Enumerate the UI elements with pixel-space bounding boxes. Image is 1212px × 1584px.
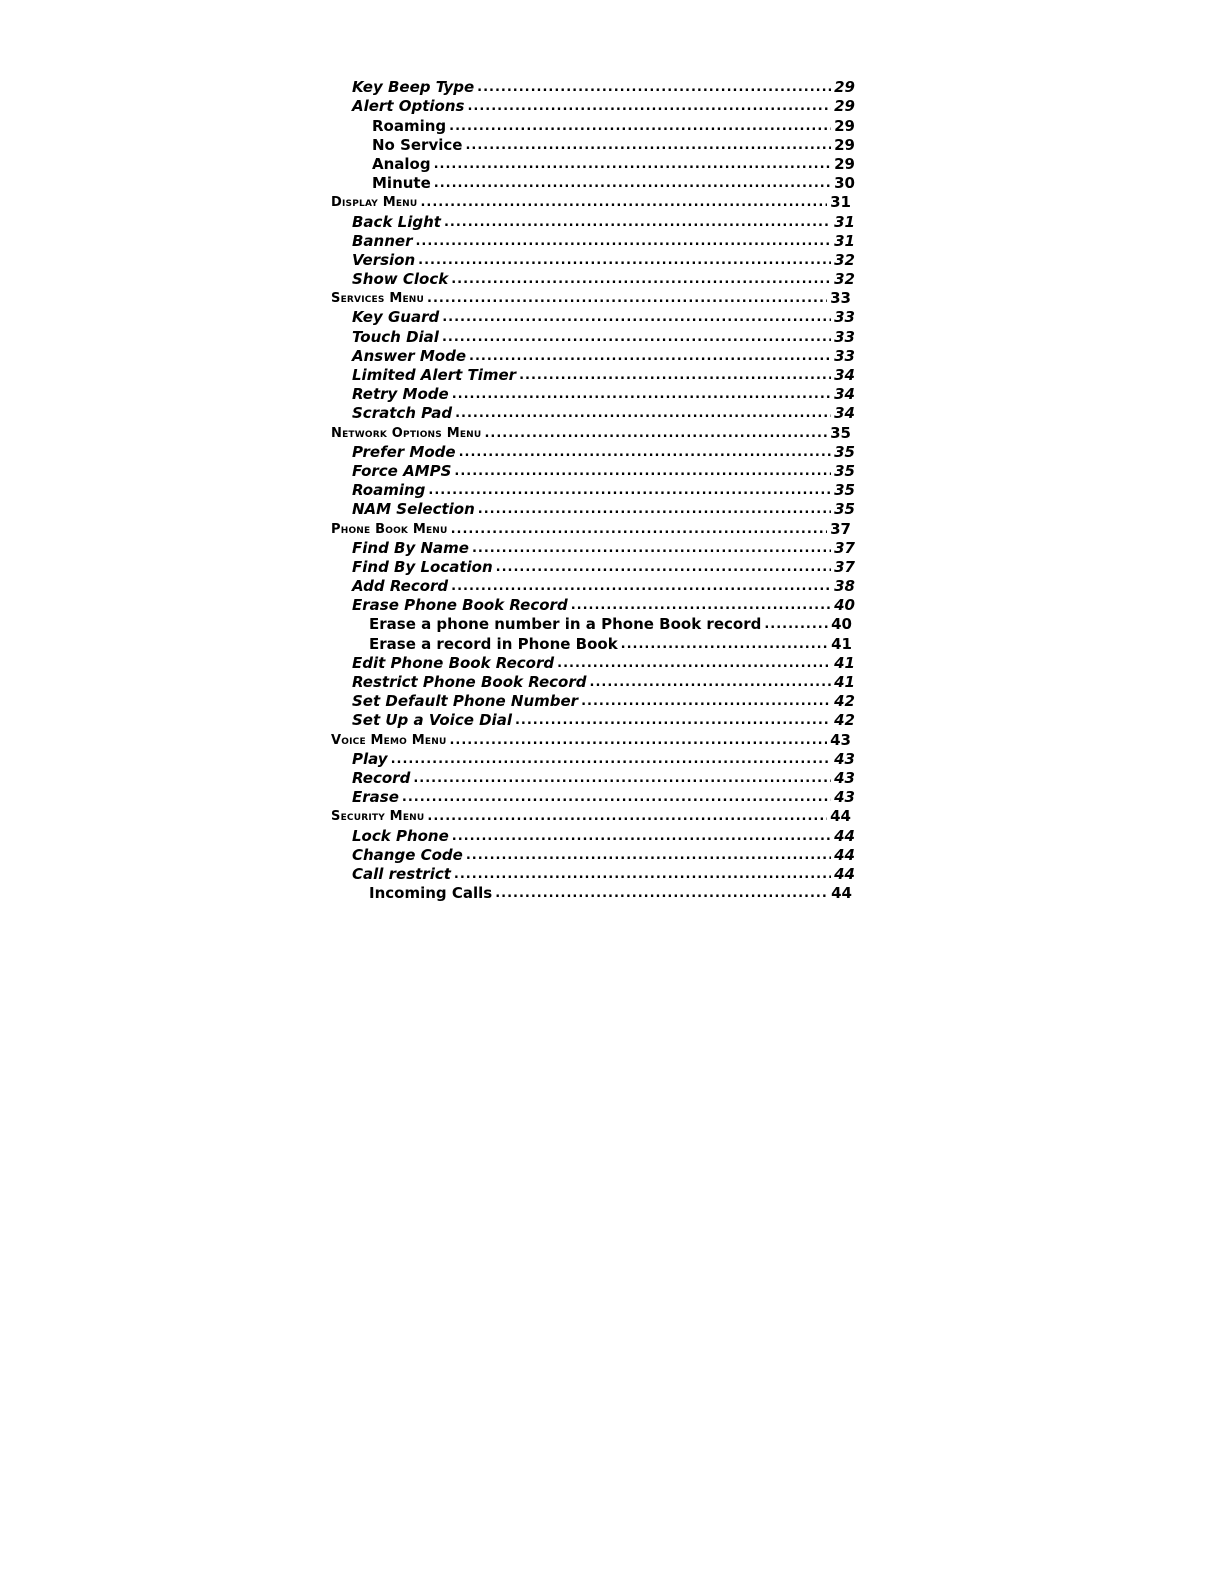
toc-entry-page: 42 <box>834 711 855 730</box>
toc-entry-title: Force AMPS <box>352 461 452 480</box>
toc-entry[interactable] <box>0 558 855 577</box>
toc-entry[interactable] <box>0 155 855 174</box>
dot-leader <box>465 136 831 155</box>
toc-entry-title: Erase <box>352 788 399 807</box>
dot-leader <box>557 654 831 673</box>
dot-leader <box>469 347 831 366</box>
toc-entry-title: Lock Phone <box>352 826 449 845</box>
toc-entry-page: 37 <box>834 538 855 557</box>
toc-entry-page: 44 <box>831 884 852 903</box>
dot-leader <box>452 827 831 846</box>
toc-entry-page: 35 <box>834 461 855 480</box>
dot-leader <box>484 424 827 443</box>
toc-entry-page: 35 <box>834 500 855 519</box>
toc-entry-page: 29 <box>834 116 855 135</box>
toc-entry-title: Alert Options <box>352 97 465 116</box>
toc-entry-title: Erase a record in Phone Book <box>369 634 618 653</box>
dot-leader <box>427 807 827 826</box>
toc-entry[interactable] <box>0 481 855 500</box>
toc-entry[interactable] <box>0 270 855 289</box>
toc-entry-title: Roaming <box>352 481 426 500</box>
dot-leader <box>621 635 828 654</box>
toc-entry[interactable] <box>0 577 855 596</box>
toc-entry-page: 32 <box>834 250 855 269</box>
toc-entry-title: Prefer Mode <box>352 442 456 461</box>
toc-entry[interactable] <box>0 385 855 404</box>
toc-entry-title: No Service <box>372 135 463 154</box>
toc-entry[interactable] <box>0 711 855 730</box>
toc-section-title: Security Menu <box>331 809 425 825</box>
toc-entry-page: 34 <box>834 366 855 384</box>
dot-leader <box>451 520 828 539</box>
dot-leader <box>496 558 831 577</box>
toc-entry-page: 41 <box>831 634 852 653</box>
toc-entry-page: 30 <box>834 174 855 193</box>
dot-leader <box>515 711 831 730</box>
dot-leader <box>455 404 831 423</box>
toc-entry-page: 29 <box>834 78 855 97</box>
dot-leader <box>427 289 827 308</box>
toc-entry-title: Limited Alert Timer <box>352 366 517 384</box>
toc-entry-title: Banner <box>352 231 413 250</box>
toc-section-page: 43 <box>830 730 851 749</box>
toc-section-title: Display Menu <box>331 195 418 211</box>
toc-entry[interactable] <box>0 251 855 270</box>
toc-entry-title: Play <box>352 749 388 768</box>
toc-entry-page: 43 <box>834 788 855 807</box>
dot-leader <box>442 328 831 347</box>
toc-entry-title: Show Clock <box>352 270 449 289</box>
dot-leader <box>451 577 831 596</box>
toc-entry[interactable] <box>0 654 855 673</box>
toc-entry-page: 29 <box>834 97 855 116</box>
dot-leader <box>590 673 832 692</box>
toc-entry-title: Erase a phone number in a Phone Book record <box>369 615 762 634</box>
toc-entry[interactable] <box>0 327 855 346</box>
dot-leader <box>442 308 831 327</box>
dot-leader <box>451 270 831 289</box>
toc-entry-title: Minute <box>372 174 431 193</box>
toc-entry-title: Erase Phone Book Record <box>352 596 568 615</box>
toc-entry-title: Record <box>352 768 411 787</box>
toc-entry-title: Call restrict <box>352 864 451 883</box>
toc-entry-title: Key Guard <box>352 308 440 327</box>
toc-entry-page: 41 <box>834 673 855 691</box>
toc-entry-page: 37 <box>834 557 855 576</box>
dot-leader <box>472 539 831 558</box>
toc-section-page: 44 <box>830 807 851 826</box>
toc-entry-page: 42 <box>834 692 855 711</box>
table-of-contents <box>0 78 1212 903</box>
dot-leader <box>418 251 831 270</box>
toc-entry[interactable] <box>0 788 855 807</box>
toc-entry-page: 38 <box>834 577 855 596</box>
toc-entry-title: Scratch Pad <box>352 404 453 423</box>
dot-leader <box>434 155 832 174</box>
toc-entry[interactable] <box>0 97 855 116</box>
toc-entry-title: Restrict Phone Book Record <box>352 673 587 691</box>
toc-entry-title: Incoming Calls <box>369 884 493 903</box>
toc-entry-title: Retry Mode <box>352 385 449 404</box>
toc-entry[interactable] <box>0 462 855 481</box>
toc-entry-title: Roaming <box>372 116 447 135</box>
toc-entry[interactable] <box>0 865 855 884</box>
toc-entry[interactable] <box>0 884 852 903</box>
toc-entry[interactable] <box>0 539 855 558</box>
toc-entry-page: 34 <box>834 404 855 423</box>
toc-section[interactable] <box>0 807 851 826</box>
dot-leader <box>454 865 831 884</box>
toc-entry-page: 31 <box>834 212 855 231</box>
dot-leader <box>478 500 831 519</box>
toc-entry-page: 40 <box>834 596 855 615</box>
toc-entry-page: 43 <box>834 768 855 787</box>
toc-entry[interactable] <box>0 673 855 692</box>
toc-entry[interactable] <box>0 443 855 462</box>
toc-section-page: 37 <box>830 519 851 538</box>
dot-leader <box>459 443 832 462</box>
toc-entry-title: Back Light <box>352 212 441 231</box>
toc-section-title: Services Menu <box>331 291 425 307</box>
toc-entry-page: 33 <box>834 346 855 365</box>
toc-section[interactable] <box>0 193 851 212</box>
dot-leader <box>413 769 831 788</box>
toc-entry-title: Find By Name <box>352 538 469 557</box>
dot-leader <box>571 596 831 615</box>
toc-section[interactable] <box>0 289 851 308</box>
toc-entry-page: 44 <box>834 864 855 883</box>
dot-leader <box>466 846 831 865</box>
dot-leader <box>477 78 831 97</box>
toc-entry-title: Analog <box>372 154 431 173</box>
toc-entry-page: 44 <box>834 845 855 864</box>
toc-entry[interactable] <box>0 846 855 865</box>
toc-entry-page: 32 <box>834 270 855 289</box>
toc-entry-page: 31 <box>834 231 855 250</box>
toc-entry-title: Set Default Phone Number <box>352 692 579 711</box>
toc-entry-title: Answer Mode <box>352 346 467 365</box>
toc-section-title: Voice Memo Menu <box>331 732 447 748</box>
toc-entry[interactable] <box>0 174 855 193</box>
toc-entry[interactable] <box>0 308 855 327</box>
toc-entry[interactable] <box>0 212 855 231</box>
toc-entry[interactable] <box>0 347 855 366</box>
toc-entry-title: Set Up a Voice Dial <box>352 711 512 730</box>
toc-entry-page: 34 <box>834 385 855 404</box>
toc-entry-page: 35 <box>834 442 855 461</box>
toc-entry-page: 33 <box>834 308 855 327</box>
toc-entry[interactable] <box>0 404 855 423</box>
toc-entry[interactable] <box>0 366 855 385</box>
dot-leader <box>452 385 831 404</box>
toc-section[interactable] <box>0 730 851 749</box>
dot-leader <box>420 193 827 212</box>
toc-entry-page: 29 <box>834 135 855 154</box>
toc-entry-page: 44 <box>834 826 855 845</box>
dot-leader <box>444 213 831 232</box>
toc-entry-page: 43 <box>834 749 855 768</box>
dot-leader <box>449 731 827 750</box>
toc-section-page: 35 <box>830 423 851 442</box>
toc-section[interactable] <box>0 519 851 538</box>
toc-section-page: 31 <box>830 193 851 212</box>
dot-leader <box>434 174 831 193</box>
dot-leader <box>495 884 828 903</box>
toc-entry[interactable] <box>0 750 855 769</box>
toc-entry-page: 33 <box>834 327 855 346</box>
toc-entry-page: 41 <box>834 653 855 672</box>
toc-entry-title: Version <box>352 250 416 269</box>
toc-entry[interactable] <box>0 232 855 251</box>
toc-entry[interactable] <box>0 615 852 634</box>
dot-leader <box>415 232 831 251</box>
dot-leader <box>519 366 831 385</box>
toc-entry-title: Edit Phone Book Record <box>352 653 555 672</box>
toc-entry-title: Touch Dial <box>352 327 439 346</box>
toc-entry[interactable] <box>0 116 855 135</box>
toc-entry[interactable] <box>0 596 855 615</box>
dot-leader <box>581 692 831 711</box>
dot-leader <box>402 788 831 807</box>
toc-entry-title: NAM Selection <box>352 500 475 519</box>
toc-entry-title: Find By Location <box>352 557 493 576</box>
toc-entry[interactable] <box>0 692 855 711</box>
dot-leader <box>467 97 831 116</box>
dot-leader <box>391 750 832 769</box>
toc-section-title: Network Options Menu <box>331 425 482 441</box>
toc-section-page: 33 <box>830 289 851 308</box>
toc-entry[interactable] <box>0 634 852 653</box>
toc-entry-page: 29 <box>834 154 855 173</box>
toc-entry[interactable] <box>0 136 855 155</box>
toc-section[interactable] <box>0 423 851 442</box>
toc-entry-title: Change Code <box>352 845 463 864</box>
toc-entry-title: Add Record <box>352 577 449 596</box>
dot-leader <box>449 117 831 136</box>
toc-entry-title: Key Beep Type <box>352 78 475 97</box>
toc-section-title: Phone Book Menu <box>331 521 448 537</box>
dot-leader <box>764 615 828 634</box>
toc-entry-page: 35 <box>834 481 855 500</box>
toc-entry[interactable] <box>0 769 855 788</box>
toc-entry[interactable] <box>0 78 855 97</box>
dot-leader <box>428 481 831 500</box>
toc-entry-page: 40 <box>831 615 852 634</box>
toc-entry[interactable] <box>0 826 855 845</box>
dot-leader <box>454 462 831 481</box>
toc-entry[interactable] <box>0 500 855 519</box>
